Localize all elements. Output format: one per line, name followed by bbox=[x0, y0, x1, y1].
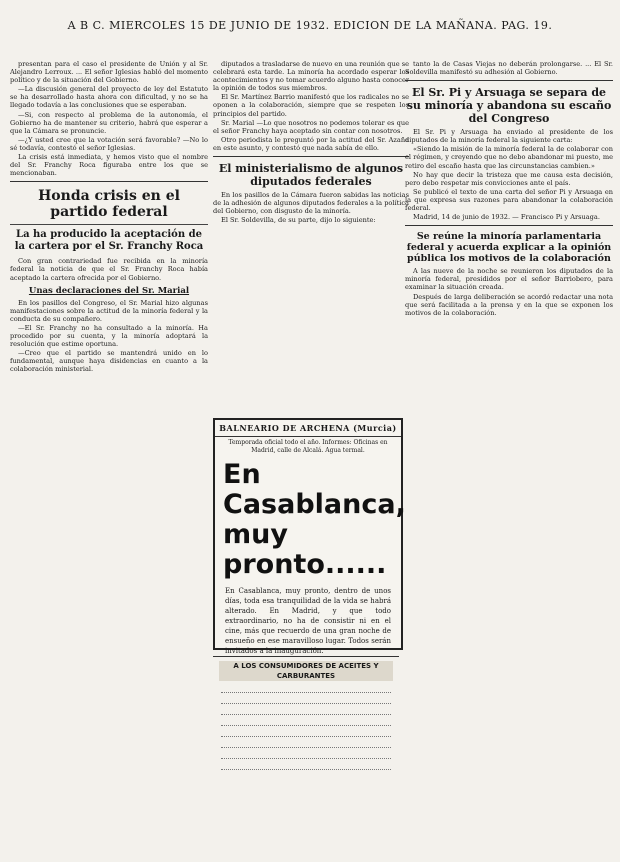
page-header: A B C. MIERCOLES 15 DE JUNIO DE 1932. EDICION DE LA MAÑANA. PAG. 19. bbox=[67, 19, 553, 32]
paragraph: En los pasillos del Congreso, el Sr. Marial hizo algunas manifestaciones sobre la actitud de la minoría federal y la conducta de su compañero. bbox=[10, 298, 208, 323]
article-heading-crisis: Honda crisis en el partido federal bbox=[38, 188, 180, 221]
divider bbox=[10, 181, 208, 182]
table-row bbox=[221, 718, 391, 726]
paragraph: «Siendo la misión de la minoría federal la de colaborar con el régimen, y creyendo que no debo abandonar mi puesto, me retiro del escaño hasta que las circunstancias cambien.» bbox=[405, 145, 613, 170]
paragraph: Con gran contrariedad fue recibida en la minoría federal la noticia de que el Sr. Franchy Roca había aceptado la cartera ofrecida por el Gobierno. bbox=[10, 257, 208, 282]
advertisement-title: En Casablanca, muy pronto...... bbox=[223, 459, 406, 580]
table-row bbox=[221, 740, 391, 748]
table-row bbox=[221, 696, 391, 704]
paragraph: A las nueve de la noche se reunieron los diputados de la minoría federal, presididos por el señor Barriobero, para examinar la situación creada. bbox=[405, 267, 613, 292]
paragraph: —Si, con respecto al problema de la autonomía, el Gobierno ha de mantener su criterio, habrá que esperar a que la Cámara se pronuncie. bbox=[10, 110, 208, 135]
advertisement-title: A LOS CONSUMIDORES DE ACEITES Y CARBURANTES bbox=[219, 661, 393, 681]
article-body bbox=[10, 299, 208, 374]
paragraph: diputados a trasladarse de nuevo en una reunión que se celebrará esta tarde. La minoría ha acordado esperar los acontecimientos y no tomar acuerdo alguno hasta conocer la opinión de todos sus miembros. bbox=[213, 60, 409, 93]
table-row bbox=[221, 707, 391, 715]
paragraph: presentan para el caso el presidente de Unión y al Sr. Alejandro Lerroux. ... El señor Iglesias habló del momento político y de la situación del Gobierno. bbox=[10, 60, 208, 85]
paragraph: Otro periodista le preguntó por la actitud del Sr. Azaña en este asunto, y contestó que nada sabía de ello. bbox=[213, 135, 409, 152]
paragraph: El Sr. Pi y Arsuaga ha enviado al presidente de los diputados de la minoría federal la siguiente carta: bbox=[405, 128, 613, 145]
table-row bbox=[221, 751, 391, 759]
paragraph: —¿Y usted cree que la votación será favorable? —No lo sé todavía, contestó el señor Iglesias. bbox=[10, 135, 208, 152]
advertisement-body: En Casablanca, muy pronto, dentro de unos días, toda esa tranquilidad de la vida se habrá alterado. En Madrid, y que todo extraordinario, no ha de consistir ni en el cine, más que recuerdo de una gran noche de ensueño en ese maravilloso lugar. Todos serán invitados a la inauguración. bbox=[225, 587, 391, 655]
article-body bbox=[10, 257, 208, 281]
column-middle-text bbox=[213, 60, 409, 152]
advertisement-table bbox=[213, 685, 399, 770]
paragraph: —La discusión general del proyecto de ley del Estatuto se ha desarrollado hasta ahora con dificultad, y no se ha llegado todavía a las conclusiones que se esperaban. bbox=[10, 85, 208, 110]
divider bbox=[405, 80, 613, 81]
paragraph: No hay que decir la tristeza que me causa esta decisión, pero debo respetar mis convicciones ante el país. bbox=[405, 170, 613, 187]
article-heading-pi-arsuaga: El Sr. Pi y Arsuaga se separa de su minoría y abandona su escaño del Congreso bbox=[406, 86, 612, 126]
paragraph: Después de larga deliberación se acordó redactar una nota que será facilitada a la prensa y en la que se exponen los motivos de la colaboración. bbox=[405, 292, 613, 317]
paragraph: Se publicó el texto de una carta del señor Pi y Arsuaga en la que expresa sus razones para abandonar la colaboración federal. bbox=[405, 187, 613, 213]
column-left bbox=[10, 60, 208, 856]
column-right-text bbox=[405, 60, 613, 76]
article-body bbox=[405, 267, 613, 317]
paragraph: La crisis está inmediata, y hemos visto que el nombre del Sr. Franchy Roca figuraba entre los que se mencionaban. bbox=[10, 153, 208, 178]
article-subheading: La ha producido la aceptación de la cartera por el Sr. Franchy Roca bbox=[10, 224, 208, 253]
article-body bbox=[405, 128, 613, 221]
advertisement-consumidores bbox=[213, 656, 399, 857]
paragraph: Sr. Marial —Lo que nosotros no podemos tolerar es que el señor Franchy haya aceptado sin contar con nosotros. bbox=[213, 118, 409, 135]
paragraph: El Sr. Martínez Barrio manifestó que los radicales no se oponen a la colaboración, siempre que se respeten los principios del partido. bbox=[213, 93, 409, 118]
paragraph: El Sr. Soldevilla, de su parte, dijo lo siguiente: bbox=[221, 216, 376, 225]
advertisement-subheader: Temporada oficial todo el año. Informes: Oficinas en Madrid, calle de Alcalá. Agua termal. bbox=[228, 439, 388, 454]
column-left-text bbox=[10, 60, 208, 177]
article-body bbox=[213, 191, 409, 224]
article-heading-minoria: Se reúne la minoría parlamentaria federal y acuerda explicar a la opinión pública los motivos de la colaboración bbox=[406, 231, 612, 265]
advertisement-header: BALNEARIO DE ARCHENA (Murcia) bbox=[215, 420, 401, 437]
divider bbox=[405, 225, 613, 226]
column-middle bbox=[213, 60, 409, 412]
paragraph: En los pasillos de la Cámara fueron sabidas las noticias de la adhesión de algunos diputados federales a la política del Gobierno, con disgusto de la minoría. bbox=[213, 191, 409, 216]
section-heading-marial: Unas declaraciones del Sr. Marial bbox=[28, 285, 190, 296]
paragraph: —El Sr. Franchy no ha consultado a la minoría. Ha procedido por su cuenta, y la minoría adoptará la resolución que estime oportuna. bbox=[10, 323, 208, 349]
table-row bbox=[221, 685, 391, 693]
table-row bbox=[221, 729, 391, 737]
paragraph: —Creo que el partido se mantendrá unido en lo fundamental, aunque haya disidencias en cuanto a la colaboración ministerial. bbox=[10, 349, 208, 374]
advertisement-casablanca bbox=[213, 418, 406, 655]
table-row bbox=[221, 762, 391, 770]
paragraph: Madrid, 14 de junio de 1932. — Francisco Pi y Arsuaga. bbox=[413, 213, 600, 222]
paragraph: tanto la de Casas Viejas no deberán prolongarse. ... El Sr. Soldevilla manifestó su adhesión al Gobierno. bbox=[405, 60, 613, 77]
column-right bbox=[405, 60, 613, 856]
divider bbox=[213, 156, 409, 157]
article-heading-ministerialismo: El ministerialismo de algunos diputados federales bbox=[218, 162, 404, 189]
